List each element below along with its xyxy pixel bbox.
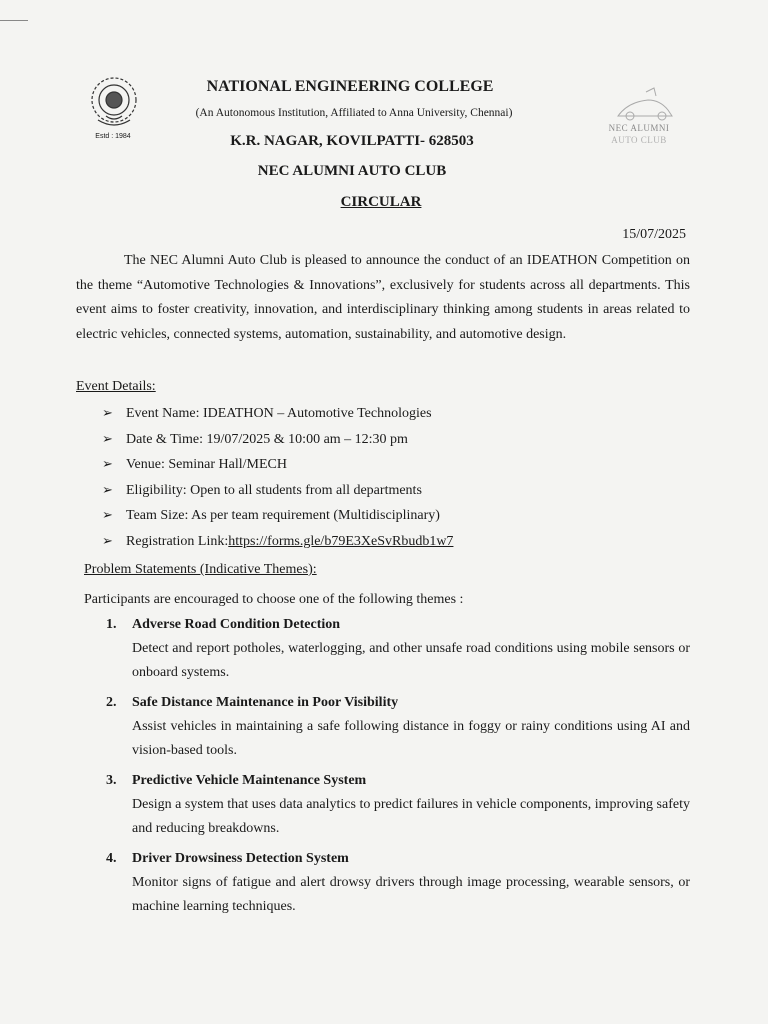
circular-date: 15/07/2025 bbox=[622, 227, 686, 242]
intro-paragraph: The NEC Alumni Auto Club is pleased to announce the conduct of an IDEATHON Competition on the theme “Automotive Technologies & Innovations”, exclusively for students across all departments. This event aims to foster creativity, innovation, and interdisciplinary thinking among students in areas related to electric vehicles, connected systems, automation, sustainability, and automotive design. bbox=[76, 253, 690, 342]
problem-description: Assist vehicles in maintaining a safe following distance in foggy or rainy conditions using AI and vision-based tools. bbox=[132, 719, 690, 758]
problem-title: Adverse Road Condition Detection bbox=[132, 617, 341, 632]
list-item: ➢ Eligibility: Open to all students from all departments bbox=[102, 481, 422, 498]
event-details-heading: Event Details: bbox=[76, 379, 156, 394]
scan-edge-mark bbox=[0, 20, 28, 21]
event-details-list bbox=[102, 405, 453, 558]
address-line: K.R. NAGAR, KOVILPATTI- 628503 bbox=[230, 133, 474, 149]
alumni-logo-text-1: NEC ALUMNI bbox=[608, 123, 670, 133]
problem-title: Driver Drowsiness Detection System bbox=[132, 851, 349, 866]
document-title: CIRCULAR bbox=[340, 194, 422, 210]
item-number: 1. bbox=[106, 617, 117, 632]
arrow-bullet-icon: ➢ bbox=[102, 456, 113, 471]
arrow-bullet-icon: ➢ bbox=[102, 405, 113, 420]
list-item bbox=[106, 613, 690, 685]
problem-description: Design a system that uses data analytics to predict failures in vehicle components, improving safety and reducing breakdowns. bbox=[132, 797, 690, 836]
list-item: ➢ Venue: Seminar Hall/MECH bbox=[102, 456, 287, 472]
problem-list bbox=[106, 613, 690, 925]
item-number: 3. bbox=[106, 773, 117, 788]
problem-title: Safe Distance Maintenance in Poor Visibility bbox=[132, 695, 399, 710]
list-item bbox=[106, 769, 690, 841]
list-item bbox=[106, 691, 690, 763]
list-item: ➢ Registration Link: https://forms.gle/b79E3XeSvRbudb1w7 bbox=[102, 532, 454, 549]
item-number: 2. bbox=[106, 695, 117, 710]
problem-statements-heading: Problem Statements (Indicative Themes): bbox=[84, 562, 317, 577]
item-number: 4. bbox=[106, 851, 117, 866]
arrow-bullet-icon: ➢ bbox=[102, 507, 113, 522]
alumni-logo-text-2: AUTO CLUB bbox=[611, 135, 667, 145]
list-item: ➢ Date & Time: 19/07/2025 & 10:00 am – 12:30 pm bbox=[102, 430, 408, 447]
arrow-bullet-icon: ➢ bbox=[102, 430, 113, 446]
college-name: NATIONAL ENGINEERING COLLEGE bbox=[206, 78, 494, 95]
problem-description: Detect and report potholes, waterlogging, and other unsafe road conditions using mobile sensors or onboard systems. bbox=[132, 641, 690, 680]
problems-intro: Participants are encouraged to choose one of the following themes : bbox=[84, 592, 464, 607]
club-name: NEC ALUMNI AUTO CLUB bbox=[257, 163, 447, 179]
list-item bbox=[106, 847, 690, 919]
list-item: ➢ Event Name: IDEATHON – Automotive Technologies bbox=[102, 405, 432, 421]
estd-label: Estd : 1984 bbox=[95, 133, 131, 140]
affiliation-line: (An Autonomous Institution, Affiliated to Anna University, Chennai) bbox=[195, 107, 513, 119]
list-item: ➢ Team Size: As per team requirement (Multidisciplinary) bbox=[102, 507, 440, 523]
registration-link[interactable]: https://forms.gle/b79E3XeSvRbudb1w7 bbox=[228, 533, 454, 549]
problem-title: Predictive Vehicle Maintenance System bbox=[132, 773, 367, 788]
arrow-bullet-icon: ➢ bbox=[102, 481, 113, 497]
problem-description: Monitor signs of fatigue and alert drowsy drivers through image processing, wearable sensors, or machine learning techniques. bbox=[132, 875, 690, 914]
arrow-bullet-icon: ➢ bbox=[102, 532, 113, 548]
